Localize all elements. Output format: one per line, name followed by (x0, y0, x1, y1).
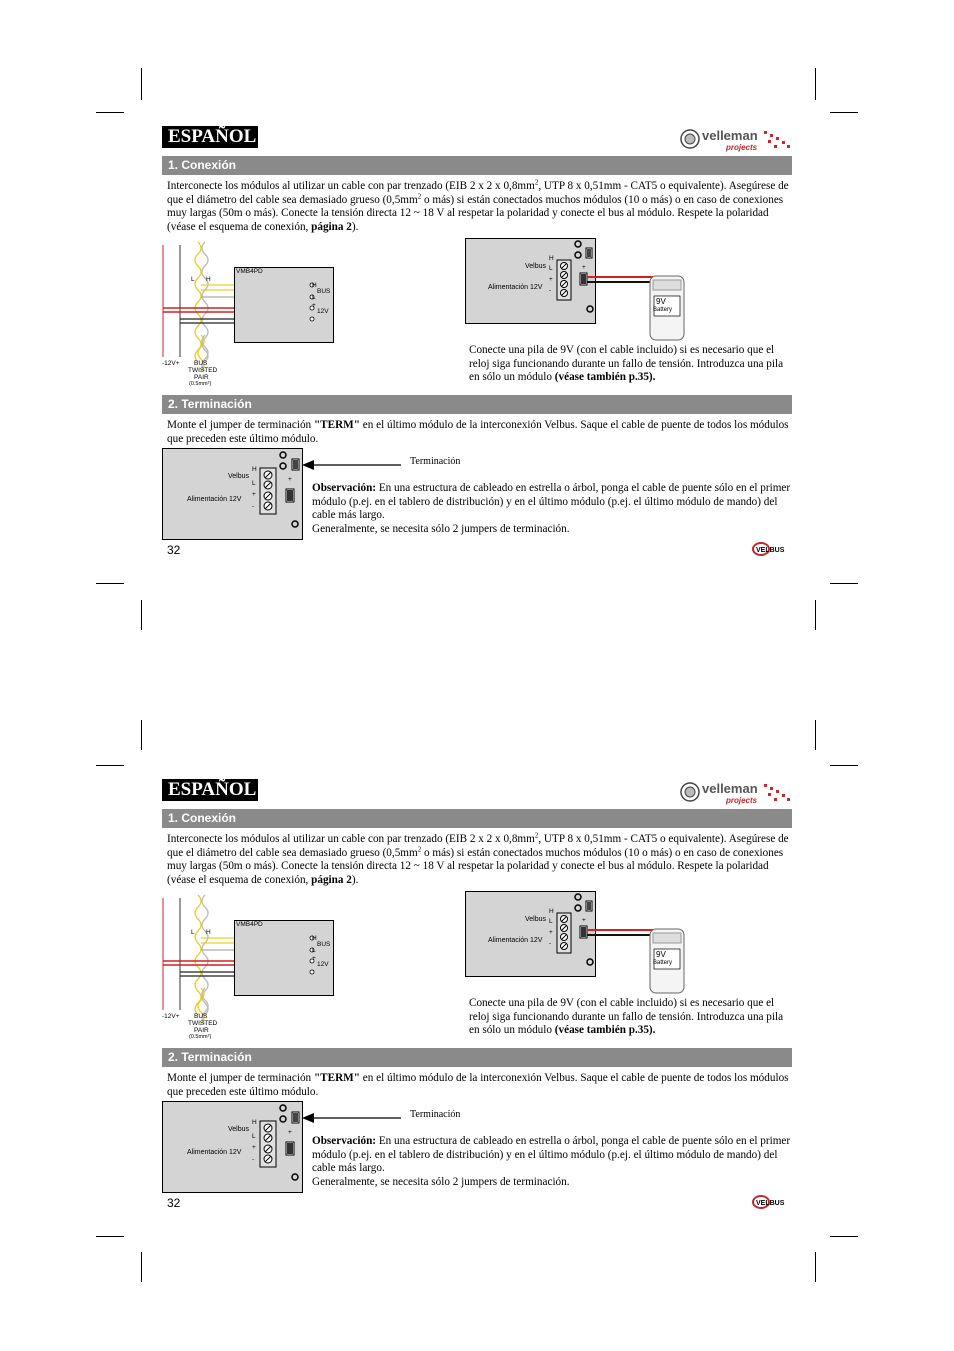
velbus-logo (752, 1194, 790, 1210)
battery-9v: 9V (656, 950, 666, 959)
vmb4pd-module (234, 920, 334, 996)
section-header-conexion: 1. Conexión (162, 809, 792, 828)
logo-sub: projects (726, 143, 758, 152)
observacion-paragraph: Observación: En una estructura de cableado en estrella o árbol, ponga el cable de puente sólo en el primer módulo (p.ej. en el tablero de distribución) y en el último módulo (p.ej. el último módulo de mando) del cable más largo. Generalmente, se necesita sólo 2 jumpers de terminación. (312, 482, 791, 535)
language-title: ESPAÑOL (162, 126, 258, 148)
battery-9v: 9V (656, 297, 666, 306)
conexion-paragraph: Interconecte los módulos al utilizar un cable con par trenzado (EIB 2 x 2 x $0,8mm^2$, UTP 8 x 0,51mm - CAT5 o equivalente). Asegúrese de que el diámetro del cable sea demasiado grueso ($0,5mm^2$ o más) si están conectados muchos módulos (10 o más) o en caso de conexiones muy largas (50m o más). Conecte la tensión directa 12 ~ 18 V al respetar la polaridad y conecte el bus al módulo. Respete la polaridad (véase el esquema de conexión, página 2). (167, 178, 789, 233)
section-header-terminacion: 2. Terminación (162, 395, 792, 414)
observacion-paragraph: Observación: En una estructura de cableado en estrella o árbol, ponga el cable de puente sólo en el primer módulo (p.ej. en el tablero de distribución) y en el último módulo (p.ej. el último módulo de mando) del cable más largo. Generalmente, se necesita sólo 2 jumpers de terminación. (312, 1135, 791, 1188)
velleman-logo (680, 778, 792, 806)
logo-sub: projects (726, 796, 758, 805)
terminacion-label: Terminación (410, 456, 461, 467)
module-name: VMB4PD (236, 268, 263, 275)
language-title: ESPAÑOL (162, 779, 258, 801)
logo-brand: velleman (702, 128, 758, 143)
vmb4pd-module (234, 267, 334, 343)
terminacion-label: Terminación (410, 1109, 461, 1120)
section-header-conexion: 1. Conexión (162, 156, 792, 175)
manual-page: ESPAÑOL velleman projects 1. Conexión Interconecte los módulos al utilizar un cable con par trenzado (EIB 2 x 2 x $0,8mm^2$, UTP 8 x 0,51mm - CAT5 o equivalente). Asegúrese de que el diámetro del cable sea demasiado grueso ($0,5mm^2$ o más) si están conectados muchos módulos (10 o más) o en caso de conexiones muy largas (50m o más). Conecte la tensión directa 12 ~ 18 V al respetar la polaridad y conecte el bus al módulo. Respete la polaridad (véase el esquema de conexión, página 2). VMB4PD L H H BUS L + 12V - -12V+ BUS TWISTED PAIR (0.5mm²) Velbus Alimentación 12V H L + - + 9V Battery Conecte una pila de 9V (con el cable incluido) si es necesario que el reloj siga funcionando durante un fallo de tensión. Introduzca una pila en sólo un módulo (véase también p.35). 2. Terminación Monte el jumper de terminación "TERM" en el último módulo de la interconexión Velbus. Saque el cable de puente de todos los módulos que preceden este último módulo. Velbus Alimentación 12V H L + - + Terminación Observación: En una estructura de cableado en estrella o árbol, ponga el cable de puente sólo en el primer módulo (p.ej. en el tablero de distribución) y en el último módulo (p.ej. el último módulo de mando) del cable más largo. Generalmente, se necesita sólo 2 jumpers de terminación. 32 VELBUS (162, 126, 791, 557)
page-number: 32 (167, 1196, 181, 1210)
manual-page: ESPAÑOL velleman projects 1. Conexión Interconecte los módulos al utilizar un cable con par trenzado (EIB 2 x 2 x $0,8mm^2$, UTP 8 x 0,51mm - CAT5 o equivalente). Asegúrese de que el diámetro del cable sea demasiado grueso ($0,5mm^2$ o más) si están conectados muchos módulos (10 o más) o en caso de conexiones muy largas (50m o más). Conecte la tensión directa 12 ~ 18 V al respetar la polaridad y conecte el bus al módulo. Respete la polaridad (véase el esquema de conexión, página 2). VMB4PD L H H BUS L + 12V - -12V+ BUS TWISTED PAIR (0.5mm²) Velbus Alimentación 12V H L + - + 9V Battery Conecte una pila de 9V (con el cable incluido) si es necesario que el reloj siga funcionando durante un fallo de tensión. Introduzca una pila en sólo un módulo (véase también p.35). 2. Terminación Monte el jumper de terminación "TERM" en el último módulo de la interconexión Velbus. Saque el cable de puente de todos los módulos que preceden este último módulo. Velbus Alimentación 12V H L + - + Terminación Observación: En una estructura de cableado en estrella o árbol, ponga el cable de puente sólo en el primer módulo (p.ej. en el tablero de distribución) y en el último módulo (p.ej. el último módulo de mando) del cable más largo. Generalmente, se necesita sólo 2 jumpers de terminación. 32 VELBUS (162, 779, 791, 1210)
battery-paragraph: Conecte una pila de 9V (con el cable incluido) si es necesario que el reloj siga funcionando durante un fallo de tensión. Introduzca una pila en sólo un módulo (véase también p.35). (469, 997, 784, 1037)
velbus-logo (752, 541, 790, 557)
velleman-logo (680, 125, 792, 153)
battery-paragraph: Conecte una pila de 9V (con el cable incluido) si es necesario que el reloj siga funcionando durante un fallo de tensión. Introduzca una pila en sólo un módulo (véase también p.35). (469, 344, 784, 384)
conexion-paragraph: Interconecte los módulos al utilizar un cable con par trenzado (EIB 2 x 2 x $0,8mm^2$, UTP 8 x 0,51mm - CAT5 o equivalente). Asegúrese de que el diámetro del cable sea demasiado grueso ($0,5mm^2$ o más) si están conectados muchos módulos (10 o más) o en caso de conexiones muy largas (50m o más). Conecte la tensión directa 12 ~ 18 V al respetar la polaridad y conecte el bus al módulo. Respete la polaridad (véase el esquema de conexión, página 2). (167, 831, 789, 886)
page-number: 32 (167, 543, 181, 557)
terminacion-paragraph: Monte el jumper de terminación "TERM" en el último módulo de la interconexión Velbus. Saque el cable de puente de todos los módulos que preceden este último módulo. (167, 1072, 789, 1098)
module-name: VMB4PD (236, 921, 263, 928)
section-header-terminacion: 2. Terminación (162, 1048, 792, 1067)
svg-text:VELBUS: VELBUS (756, 547, 785, 554)
svg-text:VELBUS: VELBUS (756, 1200, 785, 1207)
terminacion-paragraph: Monte el jumper de terminación "TERM" en el último módulo de la interconexión Velbus. Saque el cable de puente de todos los módulos que preceden este último módulo. (167, 419, 789, 445)
logo-brand: velleman (702, 781, 758, 796)
